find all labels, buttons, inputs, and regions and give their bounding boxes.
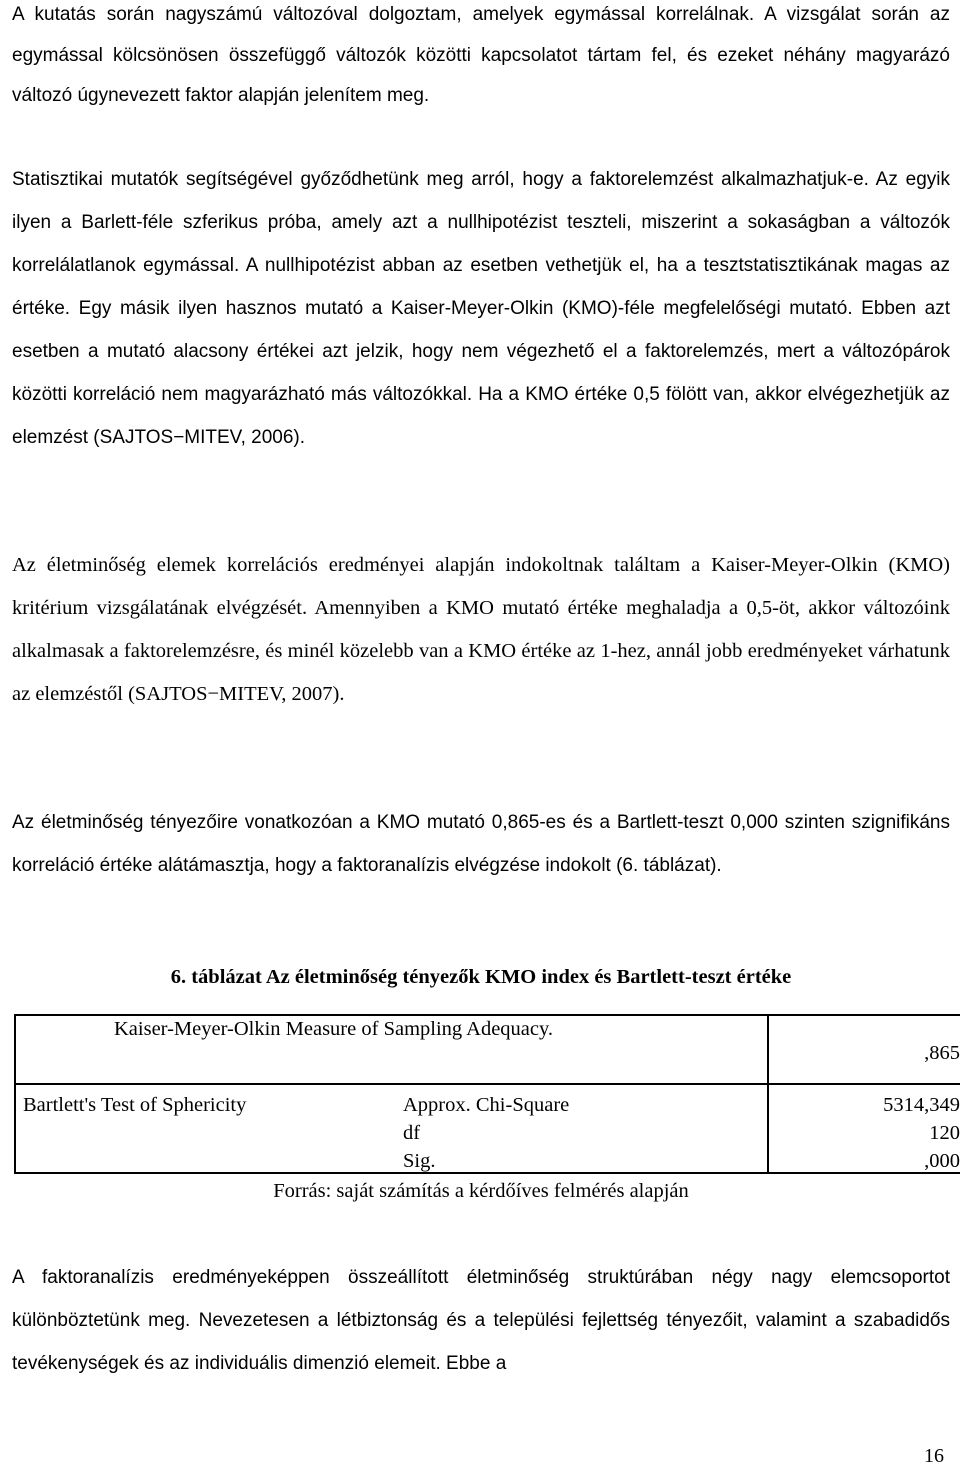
paragraph-intro: A kutatás során nagyszámú változóval dolgoztam, amelyek egymással korrelálnak. A vizsgálat során az egymással kölcsönösen összefüggő változók közötti kapcsolatot tártam fel, és ezeket néhány magyarázó változó úgynevezett faktor alapján jelenítem meg. (12, 4, 950, 106)
paragraph-kmo-result: Az életminőség tényezőire vonatkozóan a KMO mutató 0,865-es és a Bartlett-teszt 0,000 szinten szignifikáns korreláció értéke alátámasztja, hogy a faktoranalízis elvégzése indokolt (6. táblázat). (12, 812, 950, 876)
kmo-label: Kaiser-Meyer-Olkin Measure of Sampling Adequacy. (114, 1018, 554, 1040)
table-row-divider (16, 1083, 960, 1085)
chi-square-label: Approx. Chi-Square (403, 1094, 570, 1116)
sig-label: Sig. (403, 1150, 436, 1172)
bartlett-label: Bartlett's Test of Sphericity (23, 1094, 247, 1116)
kmo-value: ,865 (924, 1042, 960, 1064)
paragraph-factor-analysis: A faktoranalízis eredményeképpen összeállított életminőség struktúrában négy nagy elemcsoportot különböztetünk meg. Nevezetesen a létbiztonság és a települési fejlettség tényezőit, valamint a szabadidős tevékenységek és az individuális dimenzió elemeit. Ebbe a (12, 1267, 950, 1374)
paragraph-kmo-criterion: Az életminőség elemek korrelációs eredményei alapján indokoltnak találtam a Kaiser-Meyer-Olkin (KMO) kritérium vizsgálatának elvégzését. Amennyiben a KMO mutató értéke meghaladja a 0,5-öt, akkor változóink alkalmasak a faktorelemzésre, és minél közelebb van a KMO értéke az 1-hez, annál jobb eredményeket várhatunk az elemzéstől (SAJTOS−MITEV, 2007). (12, 554, 950, 705)
df-label: df (403, 1122, 421, 1144)
kmo-bartlett-table (14, 1014, 960, 1174)
table-caption: 6. táblázat Az életminőség tényezők KMO index és Bartlett-teszt értéke (170, 966, 792, 988)
chi-square-value: 5314,349 (883, 1094, 960, 1116)
df-value: 120 (929, 1122, 960, 1144)
table-source: Forrás: saját számítás a kérdőíves felmérés alapján (273, 1180, 689, 1202)
paragraph-statistics-lead: Statisztikai mutatók segítségével győződhetünk meg arról, hogy a faktorelemzést alkalmazhatjuk-e. (12, 169, 869, 190)
sig-value: ,000 (924, 1150, 960, 1172)
paragraph-statistics-body: Az egyik ilyen a Barlett-féle szferikus próba, amely azt a nullhipotézist teszteli, miszerint a sokaságban a változók korrelálatlanok egymással. A nullhipotézist abban az esetben vethetjük el, ha a tesztstatisztikának magas az értéke. Egy másik ilyen hasznos mutató a Kaiser-Meyer-Olkin (KMO)-féle megfelelőségi mutató. Ebben azt esetben a mutató alacsony értékei azt jelzik, hogy nem végezhető el a faktorelemzés, mert a változópárok közötti korreláció nem magyarázható más változókkal. Ha a KMO értéke 0,5 fölött van, akkor elvégezhetjük az elemzést (SAJTOS−MITEV, 2006). (12, 169, 950, 448)
table-column-divider (767, 1016, 769, 1172)
page-number: 16 (924, 1445, 944, 1467)
paragraph-statistics (12, 158, 950, 459)
